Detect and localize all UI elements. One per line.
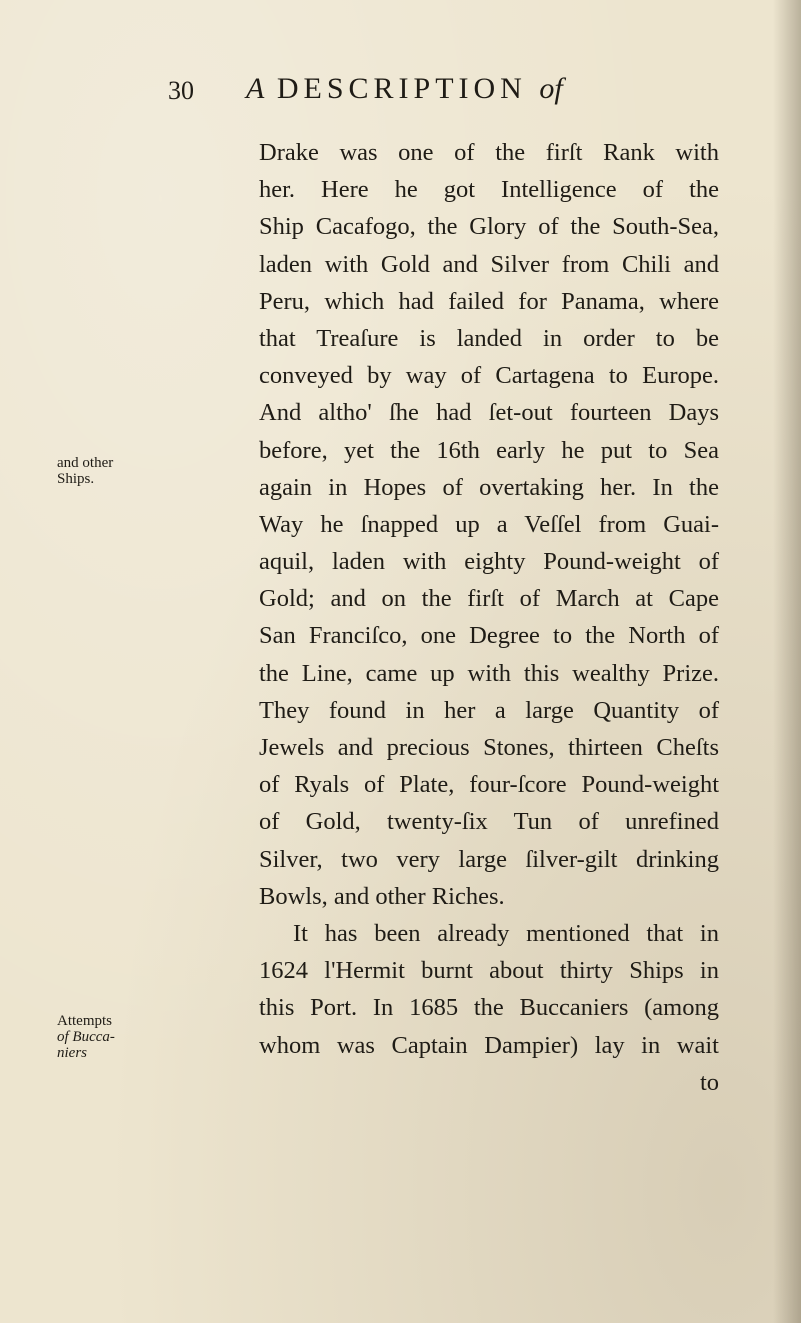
text-line: Peru, which had failed for Panama, where <box>259 287 719 315</box>
page-number: 30 <box>168 76 194 105</box>
text-line: laden with Gold and Silver from Chili and <box>259 250 719 278</box>
text-line: Gold; and on the firſt of March at Cape <box>259 585 719 613</box>
text-line: 1624 l'Hermit burnt about thirty Ships in <box>259 957 719 985</box>
text-line: aquil, laden with eighty Pound-weight of <box>259 548 719 576</box>
text-line: whom was Captain Dampier) lay in wait <box>259 1031 719 1059</box>
text-line: before, yet the 16th early he put to Sea <box>259 436 719 464</box>
body-text <box>259 134 719 1101</box>
text-line: her. Here he got Intelligence of the <box>259 176 719 204</box>
text-line: Way he ſnapped up a Veſſel from Guai- <box>259 510 719 538</box>
text-line: the Line, came up with this wealthy Prize. <box>259 659 719 687</box>
running-title-suffix: of <box>539 72 563 105</box>
text-line: this Port. In 1685 the Buccaniers (among <box>259 994 719 1022</box>
margin-note-and-other-ships <box>57 455 167 487</box>
text-line: Silver, two very large ſilver-gilt drinking <box>259 845 719 873</box>
text-line: Ship Cacafogo, the Glory of the South-Sea, <box>259 213 719 241</box>
margin-note-attempts-of-bucca-niers <box>57 1013 167 1061</box>
margin-note-line: of Bucca- <box>57 1029 115 1045</box>
text-line: They found in her a large Quantity of <box>259 696 719 724</box>
text-line: And altho' ſhe had ſet-out fourteen Days <box>259 399 719 427</box>
running-title-main: DESCRIPTION <box>276 72 527 105</box>
margin-note-line: Ships. <box>57 471 95 487</box>
text-line: It has been already mentioned that in <box>293 919 719 947</box>
text-line: of Gold, twenty-ſix Tun of unrefined <box>259 808 719 836</box>
text-line: Jewels and precious Stones, thirteen Cheſts <box>259 734 719 761</box>
running-title-prefix: A <box>246 72 265 105</box>
page-edge-shadow <box>773 0 801 1323</box>
text-line: Drake was one of the firſt Rank with <box>259 139 719 166</box>
text-line: that Treaſure is landed in order to be <box>259 324 719 352</box>
margin-note-line: niers <box>57 1045 87 1061</box>
margin-note-line: Attempts <box>57 1013 112 1029</box>
text-line: again in Hopes of overtaking her. In the <box>259 473 719 501</box>
running-title <box>246 72 563 106</box>
text-line: Bowls, and other Riches. <box>259 882 505 910</box>
text-line: San Franciſco, one Degree to the North of <box>259 622 719 650</box>
margin-note-line: and other <box>57 455 114 471</box>
text-line: of Ryals of Plate, four-ſcore Pound-weight <box>259 771 719 799</box>
catchword: to <box>699 1068 719 1096</box>
text-line: conveyed by way of Cartagena to Europe. <box>259 362 719 390</box>
